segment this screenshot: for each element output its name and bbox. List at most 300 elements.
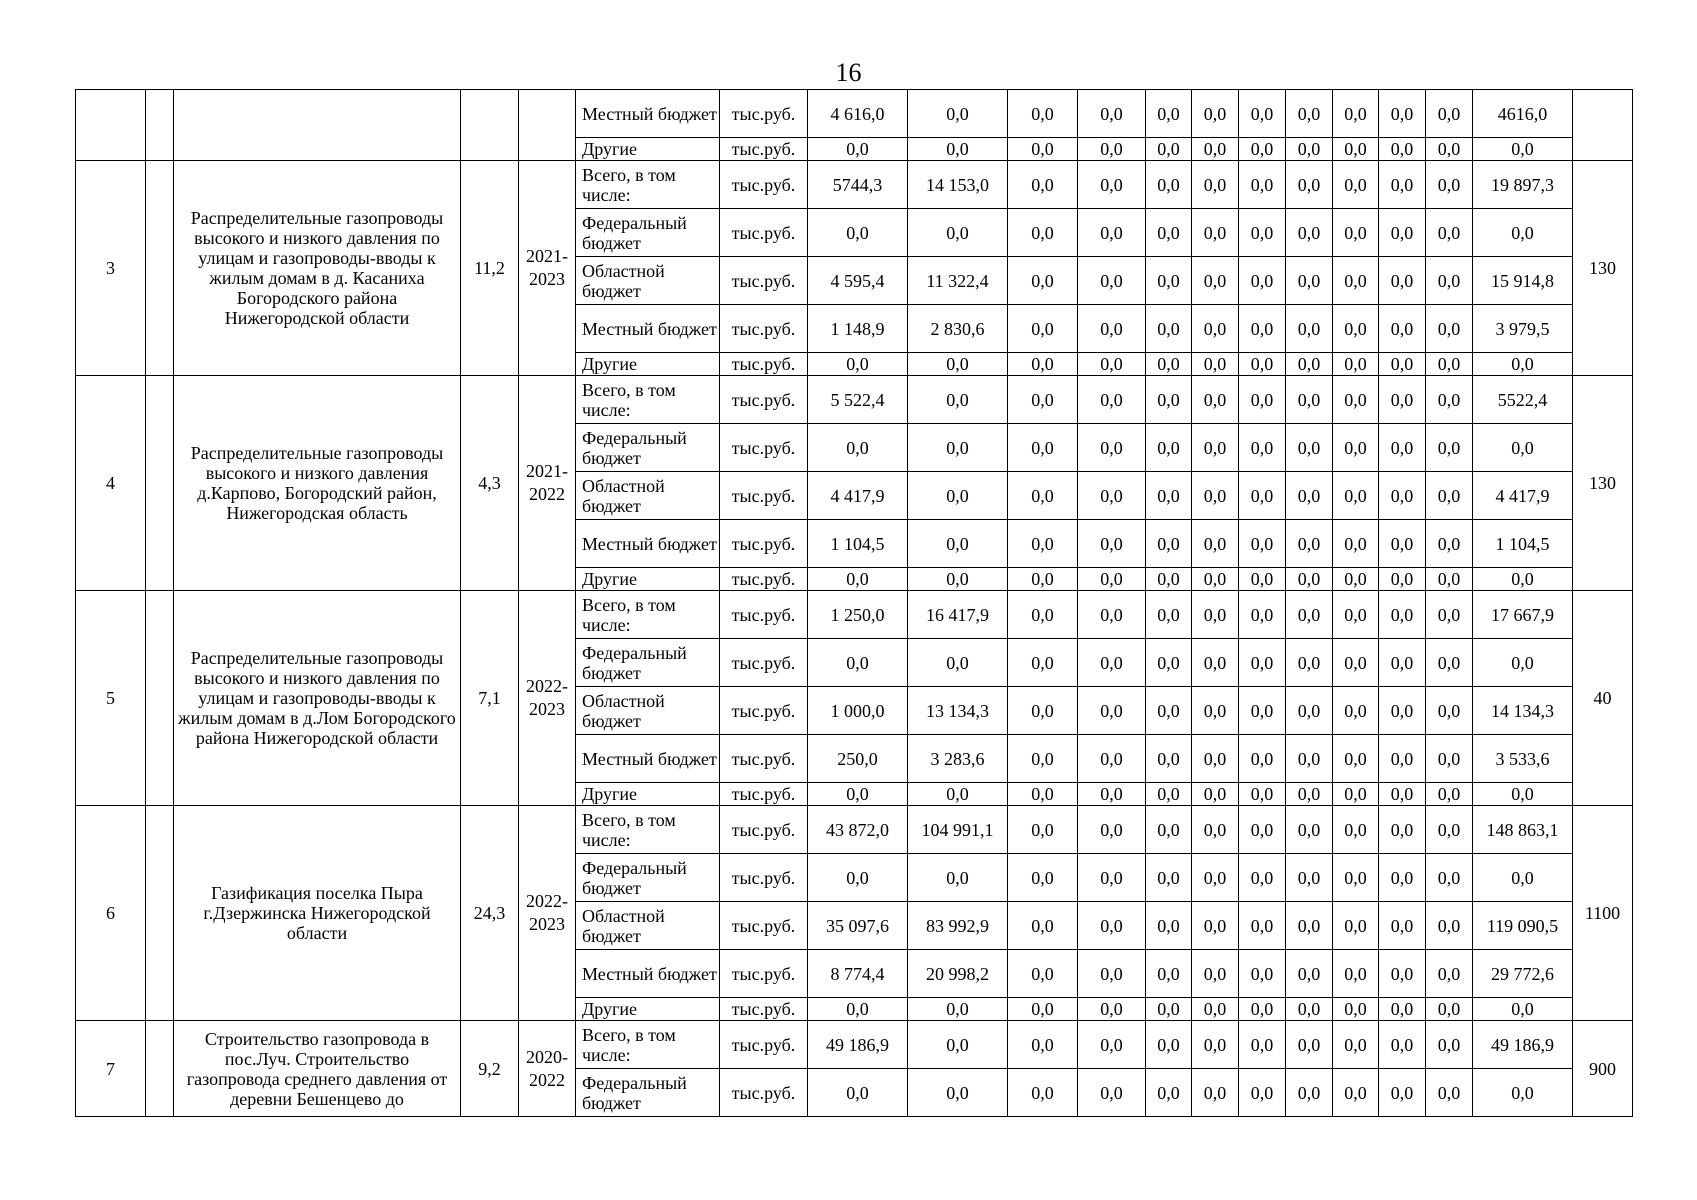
unit-cell: тыс.руб. — [720, 687, 808, 735]
empty-cell — [146, 376, 174, 591]
value-cell: 0,0 — [1426, 353, 1473, 376]
value-cell: 0,0 — [1008, 591, 1078, 639]
project-years: 2021-2023 — [519, 161, 576, 376]
value-cell: 43 872,0 — [808, 806, 908, 854]
value-cell: 0,0 — [808, 568, 908, 591]
value-cell: 0,0 — [1146, 257, 1192, 305]
value-cell: 0,0 — [1078, 902, 1146, 950]
value-cell: 0,0 — [1426, 1021, 1473, 1069]
value-cell: 4 417,9 — [808, 472, 908, 520]
value-cell: 0,0 — [1286, 424, 1333, 472]
value-cell: 1 000,0 — [808, 687, 908, 735]
value-cell: 0,0 — [1078, 353, 1146, 376]
value-cell: 0,0 — [1426, 568, 1473, 591]
unit-cell: тыс.руб. — [720, 353, 808, 376]
value-cell: 0,0 — [808, 854, 908, 902]
value-cell: 0,0 — [1426, 161, 1473, 209]
project-length: 7,1 — [461, 591, 519, 806]
project-number: 3 — [76, 161, 146, 376]
value-cell: 0,0 — [1008, 783, 1078, 806]
value-cell: 0,0 — [1146, 998, 1192, 1021]
value-cell: 0,0 — [908, 353, 1008, 376]
value-cell: 0,0 — [1008, 209, 1078, 257]
value-cell: 0,0 — [1426, 902, 1473, 950]
value-cell: 0,0 — [1192, 806, 1239, 854]
value-cell: 17 667,9 — [1473, 591, 1573, 639]
value-cell: 0,0 — [1333, 854, 1379, 902]
funding-source-label: Местный бюджет — [576, 735, 720, 783]
value-cell: 0,0 — [1473, 424, 1573, 472]
value-cell: 0,0 — [1192, 424, 1239, 472]
value-cell: 0,0 — [1078, 568, 1146, 591]
value-cell: 0,0 — [1078, 376, 1146, 424]
value-cell: 0,0 — [1286, 687, 1333, 735]
value-cell: 0,0 — [808, 639, 908, 687]
value-cell: 0,0 — [1146, 305, 1192, 353]
value-cell: 0,0 — [1286, 472, 1333, 520]
project-number: 4 — [76, 376, 146, 591]
value-cell: 0,0 — [1426, 138, 1473, 161]
value-cell: 0,0 — [1286, 520, 1333, 568]
value-cell: 0,0 — [1379, 424, 1426, 472]
funding-source-label: Федеральный бюджет — [576, 854, 720, 902]
value-cell: 4 616,0 — [808, 90, 908, 138]
value-cell: 0,0 — [1286, 591, 1333, 639]
value-cell: 0,0 — [1239, 424, 1286, 472]
value-cell: 0,0 — [1192, 472, 1239, 520]
unit-cell: тыс.руб. — [720, 376, 808, 424]
value-cell: 29 772,6 — [1473, 950, 1573, 998]
value-cell: 0,0 — [1426, 209, 1473, 257]
value-cell: 0,0 — [1333, 257, 1379, 305]
value-cell: 0,0 — [1379, 687, 1426, 735]
value-cell: 0,0 — [1379, 998, 1426, 1021]
value-cell: 0,0 — [1239, 950, 1286, 998]
funding-source-label: Местный бюджет — [576, 305, 720, 353]
value-cell: 0,0 — [1426, 639, 1473, 687]
value-cell: 0,0 — [1379, 591, 1426, 639]
value-cell: 0,0 — [1239, 520, 1286, 568]
value-cell: 0,0 — [1078, 591, 1146, 639]
value-cell: 13 134,3 — [908, 687, 1008, 735]
value-cell: 0,0 — [1379, 902, 1426, 950]
funding-source-label: Другие — [576, 783, 720, 806]
funding-source-label: Местный бюджет — [576, 950, 720, 998]
value-cell: 0,0 — [1192, 568, 1239, 591]
value-cell: 0,0 — [1426, 90, 1473, 138]
value-cell: 0,0 — [1078, 472, 1146, 520]
value-cell: 19 897,3 — [1473, 161, 1573, 209]
value-cell: 0,0 — [1333, 305, 1379, 353]
value-cell: 0,0 — [1426, 1069, 1473, 1117]
value-cell: 0,0 — [1286, 854, 1333, 902]
unit-cell: тыс.руб. — [720, 257, 808, 305]
value-cell: 0,0 — [908, 209, 1008, 257]
value-cell: 0,0 — [1008, 424, 1078, 472]
value-cell: 0,0 — [1333, 161, 1379, 209]
value-cell: 0,0 — [1333, 209, 1379, 257]
value-cell: 0,0 — [1078, 806, 1146, 854]
value-cell: 0,0 — [1426, 376, 1473, 424]
value-cell: 0,0 — [908, 854, 1008, 902]
value-cell: 49 186,9 — [808, 1021, 908, 1069]
project-length: 11,2 — [461, 161, 519, 376]
value-cell: 0,0 — [1192, 854, 1239, 902]
value-cell: 0,0 — [1146, 424, 1192, 472]
unit-cell: тыс.руб. — [720, 520, 808, 568]
value-cell: 0,0 — [1333, 376, 1379, 424]
value-cell: 0,0 — [1286, 138, 1333, 161]
value-cell: 0,0 — [1146, 687, 1192, 735]
project-name: Распределительные газопроводы высокого и низкого давления по улицам и газопроводы-вводы к жилым домам в д. Касаниха Богородского района Нижегородской области — [174, 161, 461, 376]
value-cell: 0,0 — [1078, 520, 1146, 568]
value-cell: 0,0 — [908, 639, 1008, 687]
value-cell: 0,0 — [1192, 138, 1239, 161]
value-cell: 1 104,5 — [1473, 520, 1573, 568]
project-length: 24,3 — [461, 806, 519, 1021]
project-years: 2022-2023 — [519, 806, 576, 1021]
value-cell: 0,0 — [1333, 639, 1379, 687]
value-cell: 0,0 — [1146, 902, 1192, 950]
funding-source-label: Федеральный бюджет — [576, 424, 720, 472]
project-capacity: 1100 — [1573, 806, 1633, 1021]
value-cell: 0,0 — [1146, 376, 1192, 424]
value-cell: 4616,0 — [1473, 90, 1573, 138]
value-cell: 0,0 — [1379, 90, 1426, 138]
value-cell: 0,0 — [1146, 735, 1192, 783]
value-cell: 0,0 — [1239, 161, 1286, 209]
capacity-cell — [1573, 90, 1633, 161]
value-cell: 0,0 — [1379, 1021, 1426, 1069]
value-cell: 0,0 — [1333, 902, 1379, 950]
value-cell: 0,0 — [1146, 209, 1192, 257]
value-cell: 0,0 — [808, 783, 908, 806]
value-cell: 0,0 — [1078, 783, 1146, 806]
value-cell: 0,0 — [1008, 257, 1078, 305]
empty-cell — [146, 591, 174, 806]
value-cell: 0,0 — [1379, 950, 1426, 998]
value-cell: 0,0 — [1426, 591, 1473, 639]
value-cell: 0,0 — [1146, 1069, 1192, 1117]
value-cell: 0,0 — [1192, 735, 1239, 783]
value-cell: 0,0 — [1426, 806, 1473, 854]
value-cell: 0,0 — [1192, 209, 1239, 257]
funding-source-label: Всего, в том числе: — [576, 161, 720, 209]
value-cell: 0,0 — [1333, 472, 1379, 520]
value-cell: 0,0 — [1192, 902, 1239, 950]
unit-cell: тыс.руб. — [720, 305, 808, 353]
value-cell: 0,0 — [1008, 353, 1078, 376]
value-cell: 0,0 — [1379, 305, 1426, 353]
value-cell: 49 186,9 — [1473, 1021, 1573, 1069]
project-name: Строительство газопровода в пос.Луч. Строительство газопровода среднего давления от деревни Бешенцево до — [174, 1021, 461, 1117]
value-cell: 0,0 — [1146, 950, 1192, 998]
value-cell: 15 914,8 — [1473, 257, 1573, 305]
value-cell: 0,0 — [1286, 783, 1333, 806]
value-cell: 0,0 — [1146, 161, 1192, 209]
project-years: 2020-2022 — [519, 1021, 576, 1117]
value-cell: 0,0 — [1286, 209, 1333, 257]
value-cell: 0,0 — [1426, 854, 1473, 902]
value-cell: 0,0 — [1333, 424, 1379, 472]
value-cell: 4 595,4 — [808, 257, 908, 305]
unit-cell: тыс.руб. — [720, 209, 808, 257]
value-cell: 0,0 — [1146, 854, 1192, 902]
value-cell: 0,0 — [1473, 1069, 1573, 1117]
value-cell: 0,0 — [1192, 520, 1239, 568]
value-cell: 0,0 — [1379, 138, 1426, 161]
value-cell: 0,0 — [1078, 639, 1146, 687]
value-cell: 0,0 — [1192, 998, 1239, 1021]
funding-source-label: Другие — [576, 568, 720, 591]
value-cell: 0,0 — [1192, 161, 1239, 209]
unit-cell: тыс.руб. — [720, 1069, 808, 1117]
funding-source-label: Областной бюджет — [576, 257, 720, 305]
value-cell: 0,0 — [1239, 353, 1286, 376]
funding-source-label: Областной бюджет — [576, 687, 720, 735]
unit-cell: тыс.руб. — [720, 950, 808, 998]
value-cell: 0,0 — [1192, 90, 1239, 138]
project-years: 2021-2022 — [519, 376, 576, 591]
funding-source-label: Всего, в том числе: — [576, 1021, 720, 1069]
funding-source-label: Федеральный бюджет — [576, 209, 720, 257]
value-cell: 0,0 — [1286, 950, 1333, 998]
value-cell: 0,0 — [908, 424, 1008, 472]
table-row — [76, 161, 1633, 209]
value-cell: 0,0 — [1379, 161, 1426, 209]
value-cell: 0,0 — [1286, 806, 1333, 854]
empty-cell — [146, 90, 174, 161]
value-cell: 0,0 — [1426, 998, 1473, 1021]
value-cell: 0,0 — [1286, 1021, 1333, 1069]
value-cell: 0,0 — [1286, 902, 1333, 950]
value-cell: 0,0 — [1008, 687, 1078, 735]
value-cell: 0,0 — [1008, 305, 1078, 353]
table-row — [76, 1021, 1633, 1069]
value-cell: 0,0 — [1286, 353, 1333, 376]
value-cell: 0,0 — [1239, 209, 1286, 257]
value-cell: 0,0 — [1426, 735, 1473, 783]
years-cell — [519, 90, 576, 161]
value-cell: 0,0 — [1239, 138, 1286, 161]
value-cell: 0,0 — [1379, 520, 1426, 568]
funding-source-label: Федеральный бюджет — [576, 1069, 720, 1117]
value-cell: 3 979,5 — [1473, 305, 1573, 353]
project-length: 4,3 — [461, 376, 519, 591]
project-name: Распределительные газопроводы высокого и низкого давления д.Карпово, Богородский район, Нижегородская область — [174, 376, 461, 591]
value-cell: 0,0 — [1473, 854, 1573, 902]
table-row — [76, 806, 1633, 854]
value-cell: 0,0 — [1286, 161, 1333, 209]
value-cell: 0,0 — [1008, 854, 1078, 902]
value-cell: 0,0 — [1239, 1021, 1286, 1069]
value-cell: 0,0 — [1008, 376, 1078, 424]
value-cell: 0,0 — [1473, 783, 1573, 806]
value-cell: 0,0 — [1379, 353, 1426, 376]
value-cell: 0,0 — [1008, 735, 1078, 783]
value-cell: 0,0 — [1192, 257, 1239, 305]
value-cell: 0,0 — [1078, 735, 1146, 783]
value-cell: 0,0 — [1008, 138, 1078, 161]
funding-source-label: Областной бюджет — [576, 472, 720, 520]
value-cell: 0,0 — [1192, 353, 1239, 376]
value-cell: 0,0 — [1078, 305, 1146, 353]
value-cell: 0,0 — [808, 138, 908, 161]
value-cell: 0,0 — [1192, 783, 1239, 806]
value-cell: 0,0 — [1286, 735, 1333, 783]
value-cell: 1 250,0 — [808, 591, 908, 639]
value-cell: 0,0 — [1239, 998, 1286, 1021]
value-cell: 0,0 — [808, 424, 908, 472]
project-number: 5 — [76, 591, 146, 806]
value-cell: 0,0 — [1333, 520, 1379, 568]
value-cell: 0,0 — [1008, 950, 1078, 998]
value-cell: 0,0 — [1426, 257, 1473, 305]
value-cell: 0,0 — [1333, 998, 1379, 1021]
value-cell: 0,0 — [1008, 1069, 1078, 1117]
value-cell: 0,0 — [1078, 424, 1146, 472]
value-cell: 0,0 — [908, 376, 1008, 424]
value-cell: 0,0 — [1078, 854, 1146, 902]
value-cell: 0,0 — [1078, 1021, 1146, 1069]
value-cell: 119 090,5 — [1473, 902, 1573, 950]
unit-cell: тыс.руб. — [720, 591, 808, 639]
value-cell: 0,0 — [1192, 639, 1239, 687]
project-name: Газификация поселка Пыра г.Дзержинска Нижегородской области — [174, 806, 461, 1021]
value-cell: 0,0 — [1146, 639, 1192, 687]
funding-source-label: Другие — [576, 353, 720, 376]
unit-cell: тыс.руб. — [720, 902, 808, 950]
value-cell: 0,0 — [1426, 305, 1473, 353]
funding-source-label: Областной бюджет — [576, 902, 720, 950]
value-cell: 0,0 — [1379, 735, 1426, 783]
value-cell: 0,0 — [1008, 902, 1078, 950]
value-cell: 0,0 — [1239, 90, 1286, 138]
value-cell: 0,0 — [1239, 568, 1286, 591]
empty-cell — [146, 1021, 174, 1117]
value-cell: 0,0 — [1473, 138, 1573, 161]
value-cell: 2 830,6 — [908, 305, 1008, 353]
value-cell: 83 992,9 — [908, 902, 1008, 950]
value-cell: 0,0 — [1239, 305, 1286, 353]
value-cell: 3 533,6 — [1473, 735, 1573, 783]
value-cell: 0,0 — [908, 472, 1008, 520]
value-cell: 0,0 — [1333, 1069, 1379, 1117]
value-cell: 0,0 — [1192, 687, 1239, 735]
unit-cell: тыс.руб. — [720, 568, 808, 591]
value-cell: 0,0 — [1333, 353, 1379, 376]
value-cell: 0,0 — [1379, 783, 1426, 806]
value-cell: 104 991,1 — [908, 806, 1008, 854]
value-cell: 0,0 — [1286, 568, 1333, 591]
value-cell: 0,0 — [808, 353, 908, 376]
value-cell: 0,0 — [1192, 305, 1239, 353]
value-cell: 0,0 — [1192, 950, 1239, 998]
value-cell: 0,0 — [1008, 520, 1078, 568]
value-cell: 0,0 — [1473, 353, 1573, 376]
unit-cell: тыс.руб. — [720, 806, 808, 854]
value-cell: 0,0 — [1426, 950, 1473, 998]
value-cell: 0,0 — [1333, 90, 1379, 138]
page-number: 16 — [835, 58, 862, 87]
value-cell: 0,0 — [1192, 1069, 1239, 1117]
value-cell: 0,0 — [1078, 90, 1146, 138]
value-cell: 0,0 — [908, 568, 1008, 591]
value-cell: 0,0 — [1239, 472, 1286, 520]
value-cell: 0,0 — [1379, 209, 1426, 257]
value-cell: 14 134,3 — [1473, 687, 1573, 735]
value-cell: 0,0 — [908, 783, 1008, 806]
unit-cell: тыс.руб. — [720, 998, 808, 1021]
value-cell: 0,0 — [808, 209, 908, 257]
value-cell: 0,0 — [1146, 568, 1192, 591]
value-cell: 0,0 — [1379, 806, 1426, 854]
value-cell: 0,0 — [1008, 90, 1078, 138]
value-cell: 0,0 — [1426, 472, 1473, 520]
value-cell: 0,0 — [1239, 735, 1286, 783]
value-cell: 0,0 — [1146, 591, 1192, 639]
value-cell: 3 283,6 — [908, 735, 1008, 783]
value-cell: 0,0 — [1426, 520, 1473, 568]
value-cell: 0,0 — [1379, 639, 1426, 687]
value-cell: 0,0 — [1078, 161, 1146, 209]
value-cell: 0,0 — [808, 1069, 908, 1117]
funding-source-label: Всего, в том числе: — [576, 806, 720, 854]
value-cell: 0,0 — [1146, 138, 1192, 161]
value-cell: 0,0 — [1473, 209, 1573, 257]
value-cell: 0,0 — [1426, 687, 1473, 735]
value-cell: 0,0 — [1239, 639, 1286, 687]
value-cell: 16 417,9 — [908, 591, 1008, 639]
value-cell: 0,0 — [1239, 854, 1286, 902]
value-cell: 0,0 — [908, 90, 1008, 138]
funding-source-label: Всего, в том числе: — [576, 591, 720, 639]
project-number-cell — [76, 90, 146, 161]
value-cell: 0,0 — [1333, 687, 1379, 735]
value-cell: 0,0 — [1379, 376, 1426, 424]
value-cell: 0,0 — [1078, 950, 1146, 998]
value-cell: 0,0 — [908, 138, 1008, 161]
value-cell: 0,0 — [1078, 998, 1146, 1021]
value-cell: 0,0 — [1333, 568, 1379, 591]
value-cell: 0,0 — [1379, 854, 1426, 902]
value-cell: 0,0 — [1239, 902, 1286, 950]
value-cell: 5 522,4 — [808, 376, 908, 424]
value-cell: 250,0 — [808, 735, 908, 783]
value-cell: 0,0 — [1333, 138, 1379, 161]
value-cell: 0,0 — [1286, 376, 1333, 424]
table-row — [76, 591, 1633, 639]
value-cell: 0,0 — [1146, 806, 1192, 854]
project-number: 6 — [76, 806, 146, 1021]
value-cell: 0,0 — [1379, 1069, 1426, 1117]
project-capacity: 130 — [1573, 161, 1633, 376]
value-cell: 5522,4 — [1473, 376, 1573, 424]
unit-cell: тыс.руб. — [720, 90, 808, 138]
value-cell: 5744,3 — [808, 161, 908, 209]
unit-cell: тыс.руб. — [720, 783, 808, 806]
value-cell: 0,0 — [1473, 568, 1573, 591]
value-cell: 0,0 — [1239, 591, 1286, 639]
value-cell: 0,0 — [1333, 1021, 1379, 1069]
value-cell: 0,0 — [908, 520, 1008, 568]
unit-cell: тыс.руб. — [720, 639, 808, 687]
value-cell: 0,0 — [1008, 472, 1078, 520]
funding-source-label: Местный бюджет — [576, 520, 720, 568]
value-cell: 4 417,9 — [1473, 472, 1573, 520]
value-cell: 0,0 — [1333, 950, 1379, 998]
value-cell: 0,0 — [1379, 472, 1426, 520]
